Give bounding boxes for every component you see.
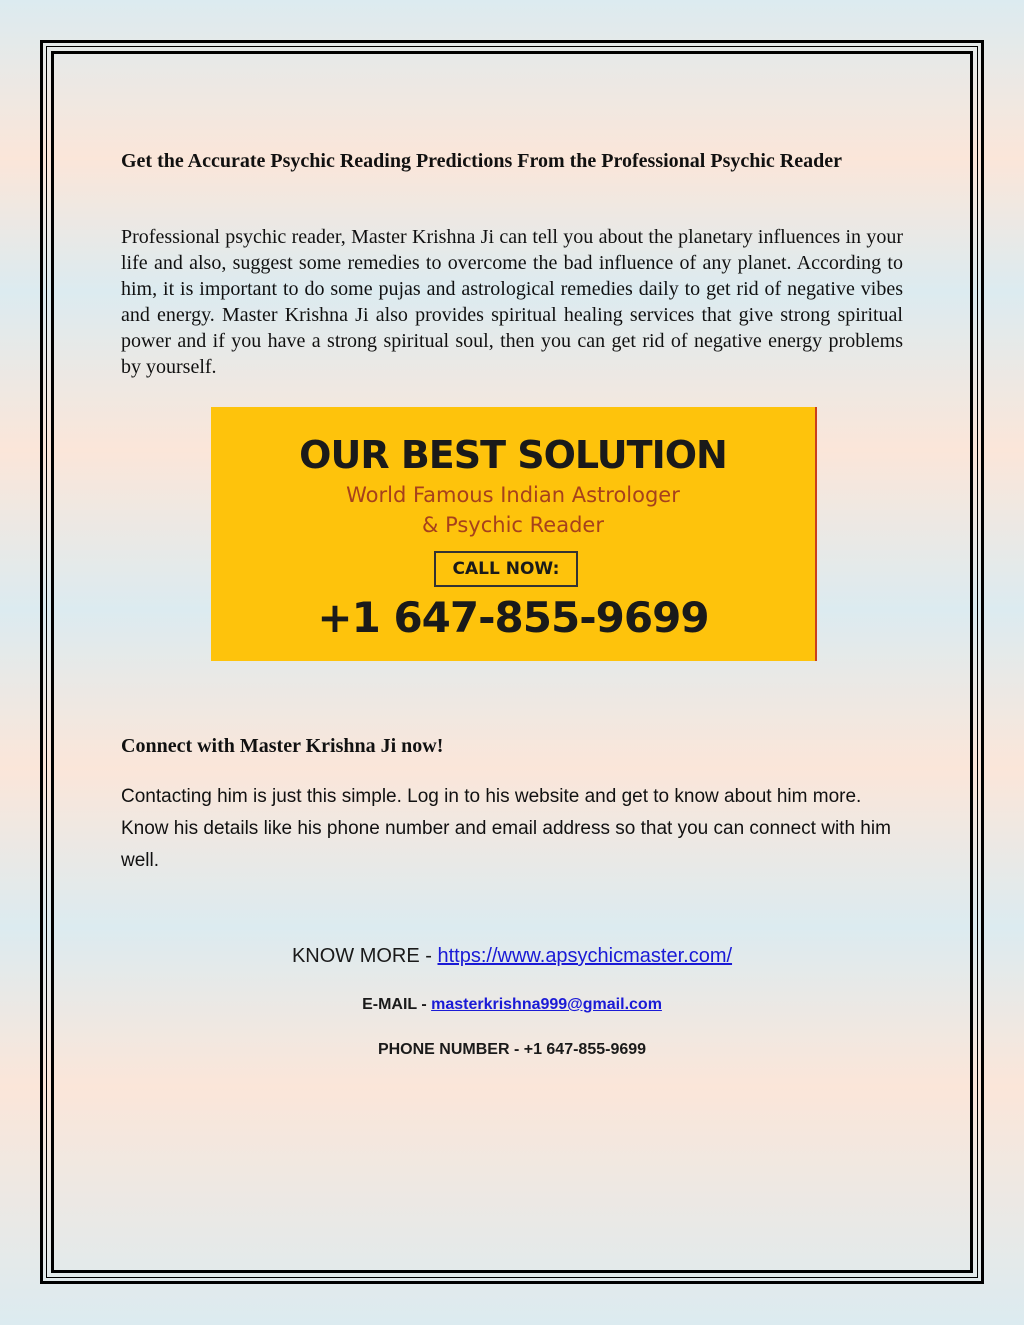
banner-title: OUR BEST SOLUTION — [299, 433, 727, 477]
know-more-label: KNOW MORE — [291, 945, 420, 967]
banner-subtitle-line2: & Psychic Reader — [422, 513, 604, 537]
phone-number-line: PHONE NUMBER - +1 647-855-9699 — [377, 1041, 647, 1058]
banner-call-now-label: CALL NOW: — [434, 551, 578, 587]
contact-paragraph: Contacting him is just this simple. Log in to his website and get to know about him more. Know his details like his phone number and email address so that you can connect with him well. — [121, 786, 891, 871]
connect-heading: Connect with Master Krishna Ji now! — [121, 735, 444, 757]
intro-paragraph: Professional psychic reader, Master Krishna Ji can tell you about the planetary influences in your life and also, suggest some remedies to overcome the bad influence of any planet. According to him, it is important to do some pujas and astrological remedies daily to get rid of negative vibes and energy. Master Krishna Ji also provides spiritual healing services that give strong spiritual power and if you have a strong spiritual soul, then you can get rid of negative energy problems by yourself. — [121, 226, 903, 378]
email-label: E-MAIL - — [362, 996, 432, 1013]
email-line — [0, 996, 1024, 1014]
email-link[interactable]: masterkrishna999@gmail.com — [431, 996, 662, 1013]
banner-phone-number: +1 647-855-9699 — [317, 593, 709, 642]
promo-banner — [211, 407, 817, 661]
know-more-line — [0, 945, 1024, 968]
page-title: Get the Accurate Psychic Reading Predictions From the Professional Psychic Reader — [121, 150, 842, 172]
know-more-separator: - — [419, 945, 438, 967]
website-link[interactable]: https://www.apsychicmaster.com/ — [437, 945, 733, 967]
banner-subtitle-line1: World Famous Indian Astrologer — [346, 483, 680, 507]
